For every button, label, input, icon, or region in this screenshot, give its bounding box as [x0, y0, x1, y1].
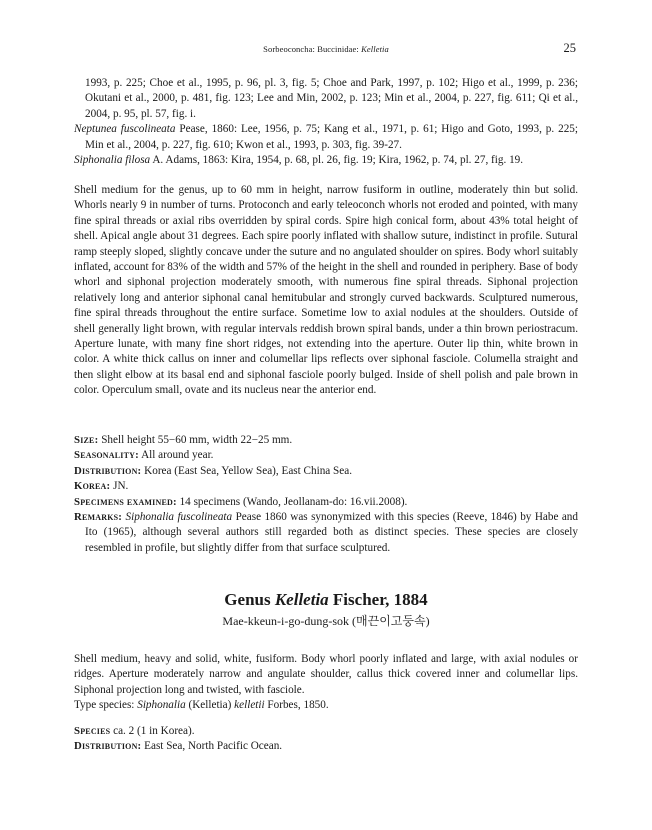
synonymy-entry — [74, 153, 578, 168]
species-fields — [74, 433, 578, 556]
korea-value: JN. — [110, 480, 129, 493]
specimens-value: 14 specimens (Wando, Jeollanam-do: 16.vii.2008). — [176, 495, 408, 508]
genus-korean-name: Mae-kkeun-i-go-dung-sok (매끈이고둥속) — [222, 614, 430, 628]
species-description — [74, 183, 578, 399]
genus-fields — [74, 724, 578, 755]
running-header-genus: Kelletia — [361, 44, 389, 54]
size-field — [74, 433, 578, 448]
running-header-prefix: Sorbeoconcha: Buccinidae: — [263, 44, 362, 54]
type-species-subgenus: (Kelletia) — [188, 699, 232, 712]
page-number: 25 — [563, 41, 576, 55]
remarks-species: Siphonalia fuscolineata — [125, 511, 233, 524]
synonym-name: Siphonalia filosa — [74, 154, 151, 167]
specimens-field — [74, 495, 578, 510]
species-count-field — [74, 724, 578, 739]
genus-distribution-field — [74, 739, 578, 754]
seasonality-field — [74, 448, 578, 463]
seasonality-value: All around year. — [138, 449, 214, 462]
genus-distribution-value: East Sea, North Pacific Ocean. — [141, 740, 283, 753]
remarks-label: Remarks: — [74, 511, 123, 524]
remarks-field — [74, 510, 578, 556]
type-species-epithet: kelletii — [231, 699, 265, 712]
type-species-genus: Siphonalia — [137, 699, 186, 712]
specimens-label: Specimens examined: — [74, 495, 177, 508]
genus-heading-author: Fischer, 1884 — [328, 590, 428, 609]
synonym-references: A. Adams, 1863: Kira, 1954, p. 68, pl. 26, fig. 19; Kira, 1962, p. 74, pl. 27, fig. 19. — [150, 154, 524, 167]
korea-label: Korea: — [74, 480, 111, 493]
seasonality-label: Seasonality: — [74, 449, 139, 462]
size-label: Size: — [74, 434, 99, 446]
synonym-name: Neptunea fuscolineata — [74, 123, 176, 136]
distribution-field — [74, 464, 578, 479]
distribution-label: Distribution: — [74, 464, 142, 477]
genus-distribution-label: Distribution: — [74, 740, 142, 753]
genus-heading-name: Kelletia — [274, 590, 329, 609]
genus-heading-prefix: Genus — [224, 590, 275, 609]
synonym-references: Pease, 1860: Lee, 1956, p. 75; Kang et al., 1971, p. 61; Higo and Goto, 1993, p. 225; Min et al., 2004, p. 227, fig. 610; Kwon et al., 1993, p. 303, fig. 39-27. — [85, 123, 578, 151]
type-species-line — [74, 698, 578, 713]
synonymy-entry — [74, 122, 578, 153]
size-value: Shell height 55−60 mm, width 22−25 mm. — [98, 434, 293, 446]
description-paragraph: Shell medium for the genus, up to 60 mm in height, narrow fusiform in outline, moderately thin but solid. Whorls nearly 9 in number of turns. Protoconch and early teleoconch whorls not eroded and pointed, with many fine spiral threads or axial ribs overridden by spiral cords. Spire high conical form, about 43% total height of shell. Apical angle about 31 degrees. Each spire poorly inflated with shallow suture, indistinct in profile. Sutural ramp steeply sloped, slightly concave under the suture and no angulated shoulder on spires. Body whorl suitably inflated, account for 83% of the width and 57% of the height in the shell and rounded in periphery. Base of body whorl and siphonal projection moderately smooth, with numerous fine spiral threads. Siphonal projection relatively long and anterior siphonal canal hemitubular and strongly curved backwards. Sculptured numerous, fine spiral threads throughout the entire surface. Sometime low to axial nodules at the shoulders. Outside of shell generally light brown, with regular intervals reddish brown spiral bands, under a thin brown periostracum. Aperture lunate, with many fine short ridges, not extending into the aperture. Outer lip thin, white brown in color. A white thick callus on inner and columellar lips reflects over siphonal fasciole. Columella straight and then slight elbow at its basal end and siphonal fasciole poorly bulged. Inside of shell polish and pale brown in color. Operculum small, ovate and its nucleus near the anterior end. — [74, 184, 578, 397]
genus-description-paragraph: Shell medium, heavy and solid, white, fusiform. Body whorl poorly inflated and large, with axial nodules or ridges. Aperture moderately narrow and angulate shoulder, callus thick covered inner and columellar lips. Siphonal projection long and twisted, with fasciole. — [74, 653, 578, 696]
running-header — [0, 44, 652, 54]
species-count-label: Species — [74, 725, 111, 737]
synonymy-list — [74, 76, 578, 168]
korea-field — [74, 479, 578, 494]
genus-description — [74, 652, 578, 714]
species-count-value: ca. 2 (1 in Korea). — [110, 725, 195, 737]
type-species-label: Type species: — [74, 699, 138, 712]
remarks-value: Pease 1860 was synonymized with this species (Reeve, 1846) by Habe and Ito (1965), although several authors still regarded both as distinct species. These species are closely resembled in profile, but slightly differ from that surface sculptured. — [85, 511, 578, 554]
type-species-author: Forbes, 1850. — [264, 699, 329, 712]
genus-heading — [0, 590, 652, 610]
synonymy-continuation: 1993, p. 225; Choe et al., 1995, p. 96, pl. 3, fig. 5; Choe and Park, 1997, p. 102; Higo et al., 1999, p. 236; Okutani et al., 2000, p. 481, fig. 123; Lee and Min, 2002, p. 123; Min et al., 2004, p. 227, fig. 611; Qi et al., 2004, p. 95, pl. 57, fig. i. — [85, 77, 578, 120]
distribution-value: Korea (East Sea, Yellow Sea), East China Sea. — [141, 464, 353, 477]
